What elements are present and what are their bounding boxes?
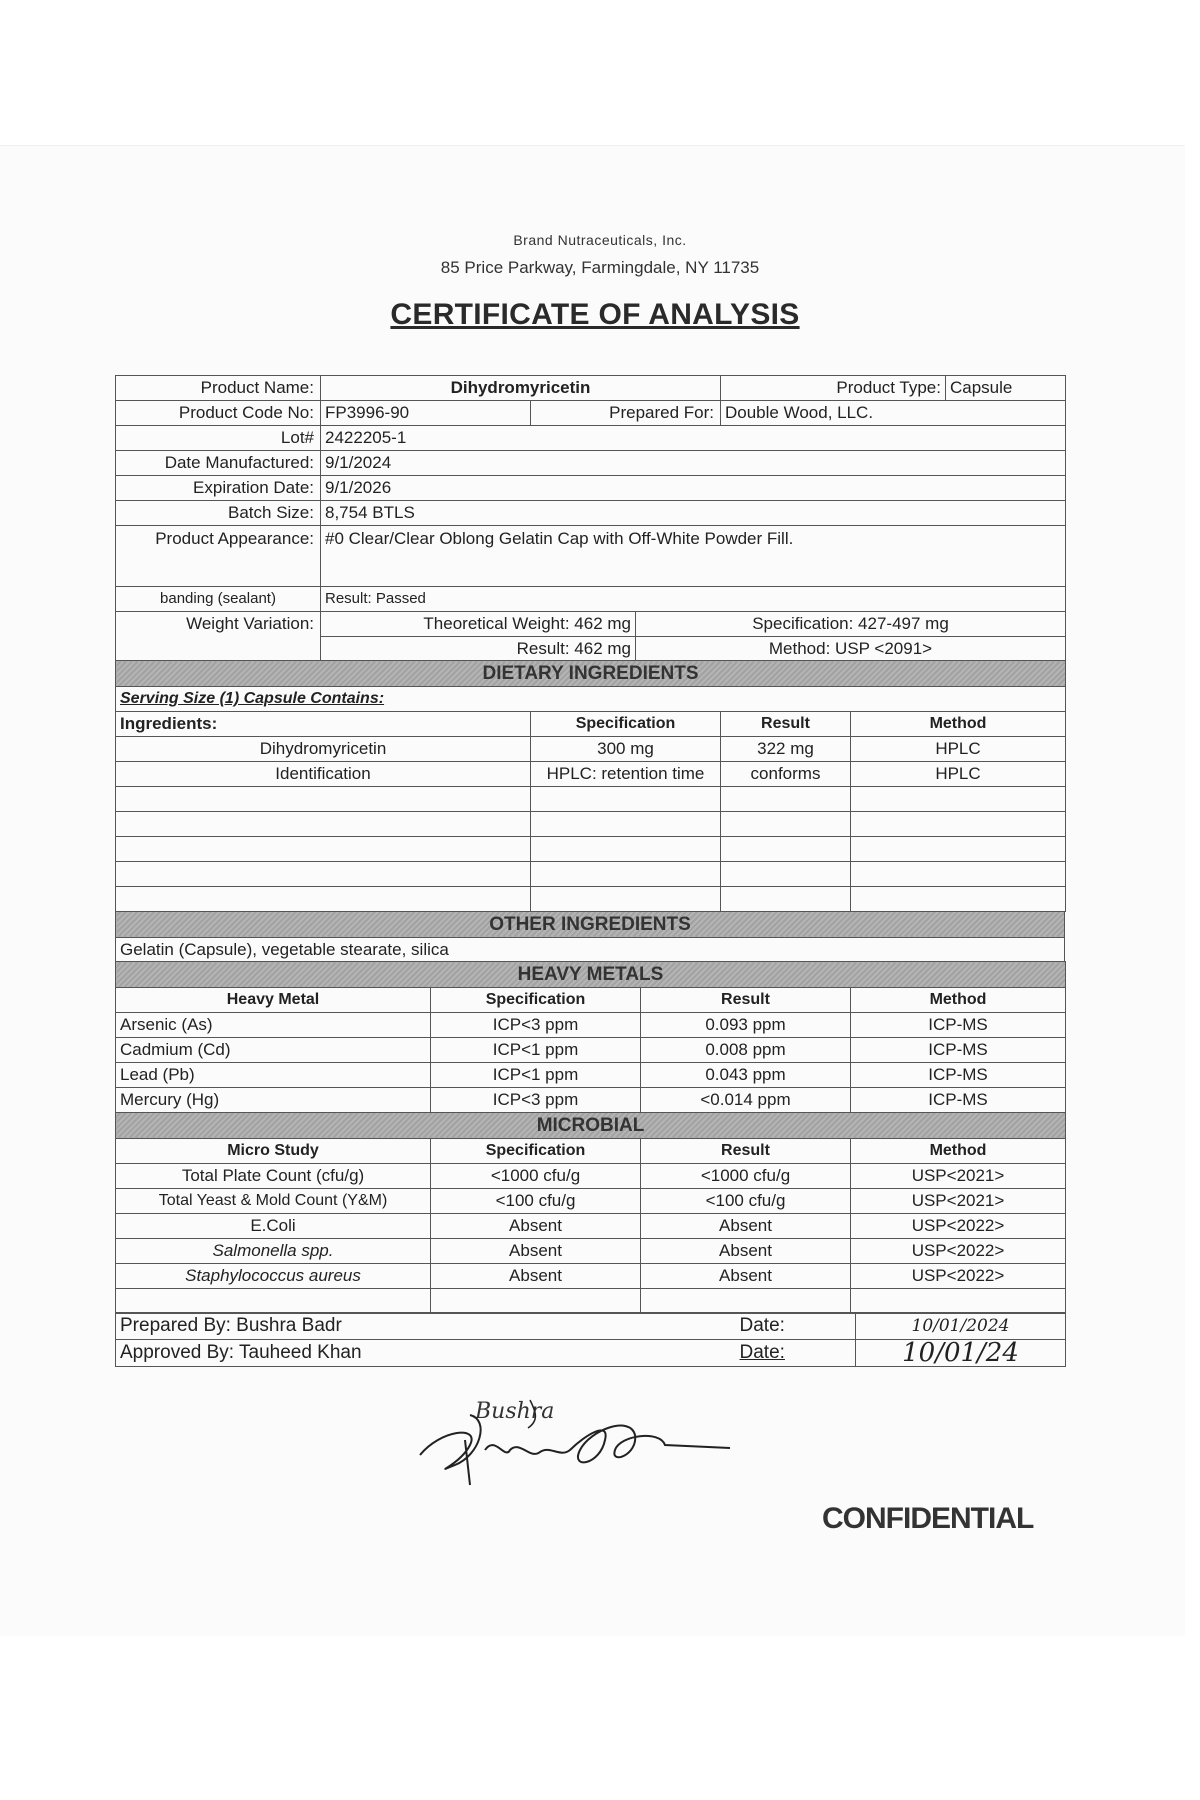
date-manufactured-label: Date Manufactured: (116, 451, 321, 476)
product-appearance-label: Product Appearance: (116, 526, 321, 587)
ingredient-name: Identification (116, 762, 531, 787)
microbial-table (115, 1112, 1066, 1314)
empty-row (116, 1288, 1066, 1313)
banding-result: Result: Passed (321, 587, 1066, 612)
micro-method: USP<2022> (851, 1238, 1066, 1263)
metal-spec: ICP<3 ppm (431, 1013, 641, 1038)
date-manufactured: 9/1/2024 (321, 451, 1066, 476)
expiration-date-label: Expiration Date: (116, 476, 321, 501)
approved-by: Approved By: Tauheed Khan (116, 1340, 736, 1367)
metal-name: Mercury (Hg) (116, 1088, 431, 1113)
ingredient-method: HPLC (851, 762, 1066, 787)
heavy-metals-band: HEAVY METALS (116, 962, 1066, 988)
ingredient-name: Dihydromyricetin (116, 737, 531, 762)
product-appearance: #0 Clear/Clear Oblong Gelatin Cap with Off-White Powder Fill. (321, 526, 1066, 587)
micro-result: <1000 cfu/g (641, 1163, 851, 1188)
micro-study: Staphylococcus aureus (116, 1263, 431, 1288)
ingredients-header: Ingredients: (116, 712, 531, 737)
heavy-metal-header: Heavy Metal (116, 988, 431, 1013)
other-ingredients-band: OTHER INGREDIENTS (116, 911, 1065, 937)
specification-header: Specification (431, 1138, 641, 1163)
ingredient-spec: HPLC: retention time (531, 762, 721, 787)
metal-result: 0.008 ppm (641, 1038, 851, 1063)
metal-spec: ICP<1 ppm (431, 1063, 641, 1088)
table-row (116, 1263, 1066, 1288)
empty-row (116, 862, 1066, 887)
micro-result: Absent (641, 1238, 851, 1263)
product-code-label: Product Code No: (116, 401, 321, 426)
result-header: Result (721, 712, 851, 737)
micro-method: USP<2021> (851, 1188, 1066, 1213)
weight-variation-label: Weight Variation: (116, 611, 321, 661)
metal-method: ICP-MS (851, 1013, 1066, 1038)
micro-method: USP<2021> (851, 1163, 1066, 1188)
table-row (116, 1238, 1066, 1263)
weight-method: Method: USP <2091> (636, 636, 1066, 661)
micro-spec: <1000 cfu/g (431, 1163, 641, 1188)
specification-header: Specification (431, 988, 641, 1013)
metal-spec: ICP<3 ppm (431, 1088, 641, 1113)
micro-result: Absent (641, 1263, 851, 1288)
product-code: FP3996-90 (321, 401, 531, 426)
method-header: Method (851, 712, 1066, 737)
batch-size: 8,754 BTLS (321, 501, 1066, 526)
micro-method: USP<2022> (851, 1213, 1066, 1238)
ingredient-result: 322 mg (721, 737, 851, 762)
batch-size-label: Batch Size: (116, 501, 321, 526)
signoff-table (115, 1312, 1066, 1367)
dietary-ingredients-band: DIETARY INGREDIENTS (116, 661, 1066, 687)
empty-row (116, 887, 1066, 912)
micro-spec: Absent (431, 1238, 641, 1263)
weight-specification: Specification: 427-497 mg (636, 611, 1066, 636)
expiration-date: 9/1/2026 (321, 476, 1066, 501)
prepared-date: 10/01/2024 (856, 1313, 1066, 1340)
micro-study: E.Coli (116, 1213, 431, 1238)
dietary-ingredients-table (115, 660, 1066, 912)
prepared-for: Double Wood, LLC. (721, 401, 1066, 426)
serving-size: Serving Size (1) Capsule Contains: (116, 687, 1066, 712)
ingredient-spec: 300 mg (531, 737, 721, 762)
prepared-by: Prepared By: Bushra Badr (116, 1313, 736, 1340)
heavy-metals-table (115, 961, 1066, 1113)
date-label: Date: (736, 1340, 856, 1367)
table-row (116, 1038, 1066, 1063)
result-header: Result (641, 1138, 851, 1163)
microbial-band: MICROBIAL (116, 1112, 1066, 1138)
table-row (116, 762, 1066, 787)
result-header: Result (641, 988, 851, 1013)
metal-method: ICP-MS (851, 1038, 1066, 1063)
micro-study: Total Yeast & Mold Count (Y&M) (116, 1188, 431, 1213)
product-type-label: Product Type: (721, 376, 946, 401)
metal-spec: ICP<1 ppm (431, 1038, 641, 1063)
micro-result: <100 cfu/g (641, 1188, 851, 1213)
micro-spec: Absent (431, 1263, 641, 1288)
metal-method: ICP-MS (851, 1088, 1066, 1113)
metal-name: Arsenic (As) (116, 1013, 431, 1038)
table-row (116, 1063, 1066, 1088)
company-name: Brand Nutraceuticals, Inc. (513, 232, 687, 248)
empty-row (116, 787, 1066, 812)
metal-name: Lead (Pb) (116, 1063, 431, 1088)
date-label: Date: (736, 1313, 856, 1340)
other-ingredients-text: Gelatin (Capsule), vegetable stearate, silica (116, 937, 1065, 962)
document-title: CERTIFICATE OF ANALYSIS (390, 298, 800, 331)
table-row (116, 1088, 1066, 1113)
micro-study: Salmonella spp. (116, 1238, 431, 1263)
table-row (116, 1163, 1066, 1188)
empty-row (116, 812, 1066, 837)
metal-name: Cadmium (Cd) (116, 1038, 431, 1063)
table-row (116, 1213, 1066, 1238)
coa-form (115, 375, 1065, 1367)
table-row (116, 1013, 1066, 1038)
micro-spec: Absent (431, 1213, 641, 1238)
ingredient-result: conforms (721, 762, 851, 787)
metal-result: <0.014 ppm (641, 1088, 851, 1113)
product-info-table (115, 375, 1066, 612)
prepared-for-label: Prepared For: (531, 401, 721, 426)
product-type: Capsule (946, 376, 1066, 401)
confidential-stamp: CONFIDENTIAL (822, 1502, 1034, 1535)
weight-result: Result: 462 mg (321, 636, 636, 661)
theoretical-weight: Theoretical Weight: 462 mg (321, 611, 636, 636)
other-ingredients-table (115, 911, 1065, 963)
product-name: Dihydromyricetin (321, 376, 721, 401)
method-header: Method (851, 988, 1066, 1013)
table-row (116, 737, 1066, 762)
lot-label: Lot# (116, 426, 321, 451)
micro-result: Absent (641, 1213, 851, 1238)
specification-header: Specification (531, 712, 721, 737)
company-address: 85 Price Parkway, Farmingdale, NY 11735 (440, 258, 760, 277)
ingredient-method: HPLC (851, 737, 1066, 762)
product-name-label: Product Name: (116, 376, 321, 401)
micro-spec: <100 cfu/g (431, 1188, 641, 1213)
micro-method: USP<2022> (851, 1263, 1066, 1288)
banding-label: banding (sealant) (116, 587, 321, 612)
signature-bushra: Bushra (475, 1399, 555, 1424)
table-row (116, 1188, 1066, 1213)
metal-result: 0.043 ppm (641, 1063, 851, 1088)
lot-number: 2422205-1 (321, 426, 1066, 451)
weight-variation-table (115, 611, 1066, 662)
approved-date: 10/01/24 (856, 1340, 1066, 1367)
empty-row (116, 837, 1066, 862)
micro-study: Total Plate Count (cfu/g) (116, 1163, 431, 1188)
metal-method: ICP-MS (851, 1063, 1066, 1088)
metal-result: 0.093 ppm (641, 1013, 851, 1038)
method-header: Method (851, 1138, 1066, 1163)
micro-study-header: Micro Study (116, 1138, 431, 1163)
